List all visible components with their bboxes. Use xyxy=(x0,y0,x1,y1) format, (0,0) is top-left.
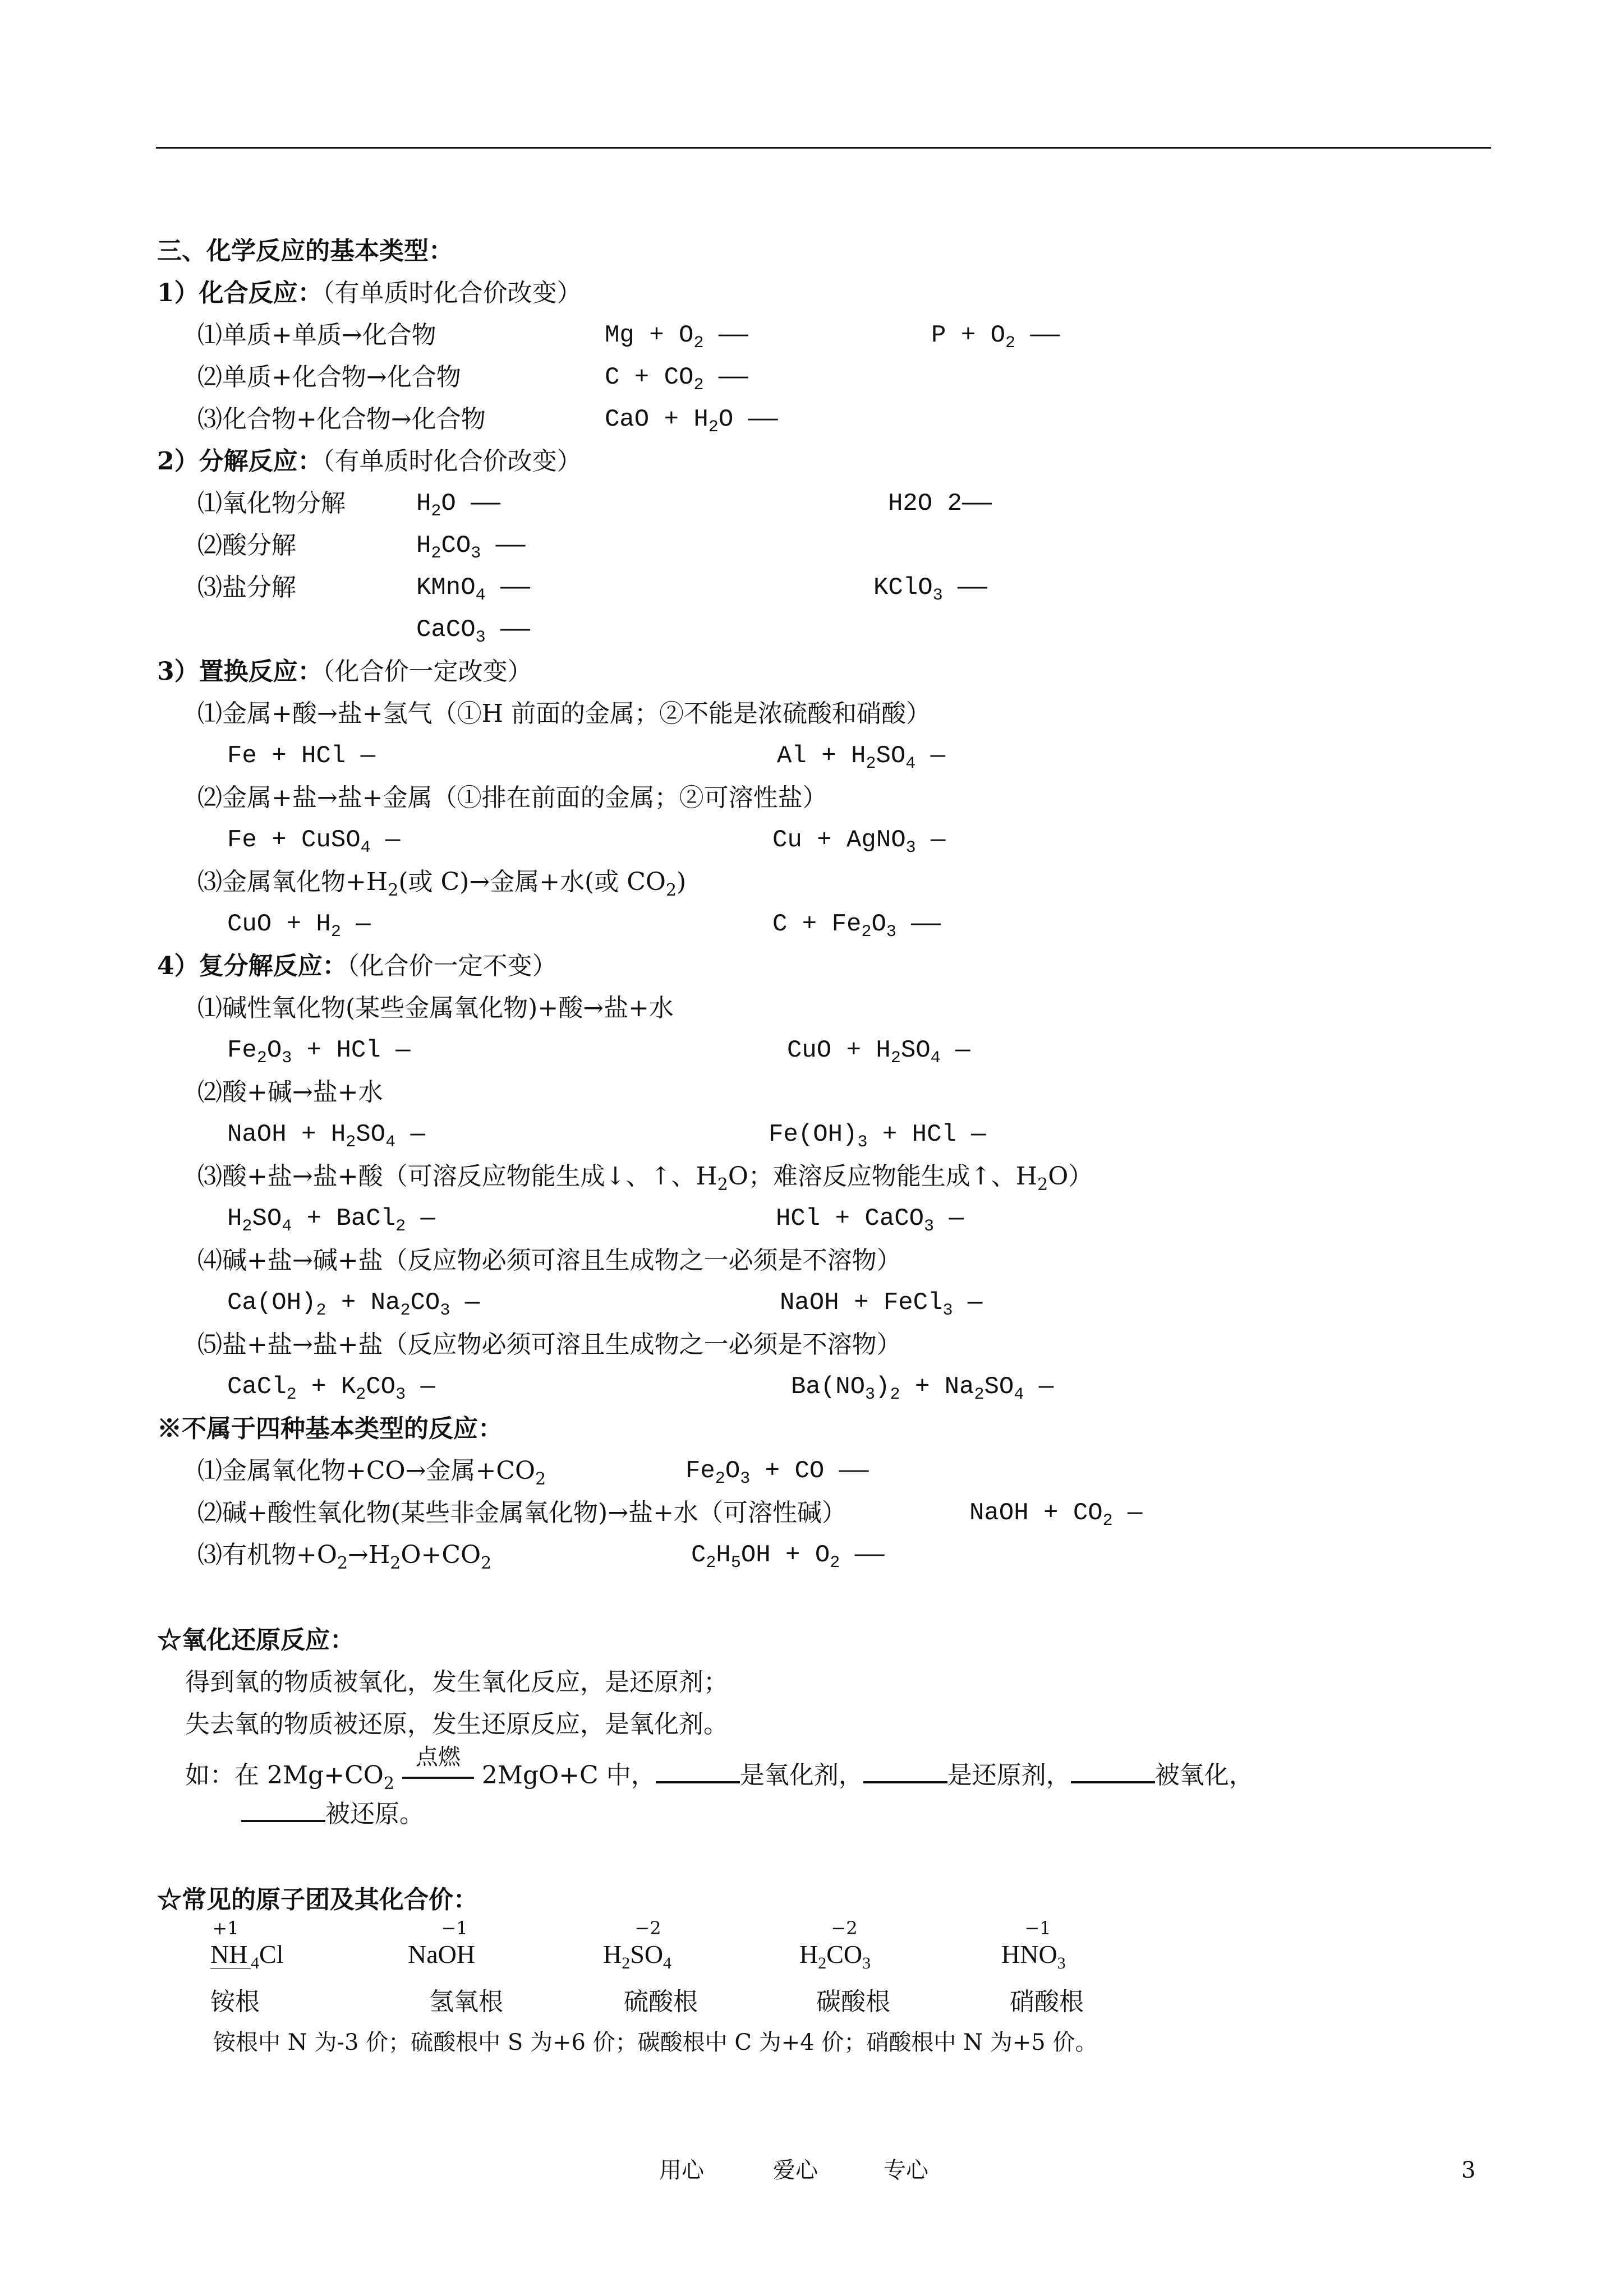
group5-valence: −1 xyxy=(1024,1917,1051,1939)
header-rule xyxy=(156,147,1491,149)
r4-s5-eq1: CaCl$_2$ + $K_2CO_3$ — xyxy=(227,1373,435,1404)
r4-s5-eq2: $Ba(NO_3)_2 + Na_2SO_4$ — xyxy=(791,1373,1054,1404)
group3-valence: −2 xyxy=(634,1917,661,1939)
r3-heading: 3）置换反应：（化合价一定改变） xyxy=(157,657,532,686)
other-o1-eq: $Fe_2O_3$ + CO —— xyxy=(686,1457,869,1488)
r2-row3-eq1: KMnO$_4$ —— xyxy=(416,574,530,605)
r4-heading: 4）复分解反应：（化合价一定不变） xyxy=(157,952,557,980)
groups-title: ☆常见的原子团及其化合价： xyxy=(157,1885,478,1914)
r1-row1-eq1: $Mg + O_2$ —— xyxy=(605,321,748,353)
r2-row1-label: ⑴氧化物分解 xyxy=(197,489,346,518)
page-number: 3 xyxy=(1461,2157,1476,2183)
r4-s3-eq2: HCl + CaCO$_3$ — xyxy=(776,1205,964,1236)
r4-s1-eq2: CuO + $H_2SO_4$ — xyxy=(787,1036,970,1068)
redox-example-cont: 被还原。 xyxy=(241,1797,424,1831)
r3-sub1-eq1: Fe + HCl — xyxy=(227,742,376,770)
group3-formula: $H_2SO_4$ xyxy=(603,1940,672,1973)
r2-row3-label: ⑶盐分解 xyxy=(197,573,296,602)
r4-s1: ⑴碱性氧化物(某些金属氧化物)+酸→盐+水 xyxy=(197,994,674,1022)
r2-row1-eq2: H2O 2—— xyxy=(888,490,992,518)
r2-row4-eq1: CaCO$_3$ —— xyxy=(416,616,530,647)
footer-word-3: 专心 xyxy=(884,2157,928,2183)
r4-s2-eq1: NaOH + $H_2SO_4$ — xyxy=(227,1121,425,1152)
r4-s2-eq2: $Fe(OH)_3$ + HCl — xyxy=(769,1121,986,1152)
group1-formula: NH $_4$Cl xyxy=(210,1940,284,1973)
r3-sub3: ⑶金属氧化物$+H_2$(或 C)→金属+水(或 $CO_2$) xyxy=(197,868,687,900)
r2-row2-eq1: $H_2CO_3$ —— xyxy=(416,532,526,563)
r4-s4: ⑷碱+盐→碱+盐（反应物必须可溶且生成物之一必须是不溶物） xyxy=(197,1246,901,1275)
r2-row3-eq2: KClO$_3$ —— xyxy=(873,574,987,605)
r3-sub1-eq2: $Al + H_2SO_4$ — xyxy=(777,742,946,773)
r3-sub3-eq2: $C + Fe_2O_3$ —— xyxy=(772,910,941,942)
r2-row2-label: ⑵酸分解 xyxy=(197,531,296,560)
group5-name: 硝酸根 xyxy=(1010,1988,1084,2016)
r4-s4-eq1: $Ca(OH)_2 + Na_2CO_3$ — xyxy=(227,1289,480,1320)
group1-name: 铵根 xyxy=(210,1988,260,2016)
group1-valence: +1 xyxy=(212,1917,239,1939)
redox-title: ☆氧化还原反应： xyxy=(157,1626,355,1654)
r4-s2: ⑵酸+碱→盐+水 xyxy=(197,1078,383,1106)
footer-word-1: 用心 xyxy=(659,2157,704,2183)
group4-formula: $H_2CO_3$ xyxy=(799,1940,871,1973)
group4-valence: −2 xyxy=(831,1917,858,1939)
footer-word-2: 爱心 xyxy=(773,2157,818,2183)
group2-name: 氢氧根 xyxy=(429,1988,503,2016)
group2-valence: −1 xyxy=(441,1917,468,1939)
r1-row3-eq1: CaO + $H_2O$ —— xyxy=(605,405,778,437)
group4-name: 碳酸根 xyxy=(816,1988,890,2016)
blank-reductant[interactable] xyxy=(863,1762,947,1783)
r4-s5: ⑸盐+盐→盐+盐（反应物必须可溶且生成物之一必须是不溶物） xyxy=(197,1330,901,1359)
r3-sub2-eq2: Cu + AgNO$_3$ — xyxy=(772,826,946,857)
reaction-condition: 点燃 xyxy=(402,1755,474,1783)
r1-row3-label: ⑶化合物+化合物→化合物 xyxy=(197,405,486,434)
r1-row2-label: ⑵单质+化合物→化合物 xyxy=(197,363,461,391)
r1-row2-eq1: $C + CO_2$ —— xyxy=(605,363,748,395)
redox-example: 如：在 $2Mg+CO_2$ 点燃 2MgO+C 中， 是氧化剂， 是还原剂， 被氧化， xyxy=(185,1744,1254,1794)
r1-heading: 1）化合反应：（有单质时化合价改变） xyxy=(157,279,582,307)
r2-row1-eq1: $H_2O$ —— xyxy=(416,490,501,521)
other-o1: ⑴金属氧化物+CO→金属$+CO_2$ xyxy=(197,1456,546,1489)
group3-name: 硫酸根 xyxy=(624,1988,698,2016)
groups-note: 铵根中 N 为-3 价；硫酸根中 S 为+6 价；碳酸根中 C 为+4 价；硝酸根中 N 为+5 价。 xyxy=(213,2030,1098,2055)
blank-oxidant[interactable] xyxy=(656,1762,740,1783)
other-title: ※不属于四种基本类型的反应： xyxy=(157,1414,503,1443)
redox-line2: 失去氧的物质被还原，发生还原反应，是氧化剂。 xyxy=(185,1710,728,1739)
r1-row1-label: ⑴单质+单质→化合物 xyxy=(197,321,436,349)
other-o3: ⑶有机物$+O_2\to H_2O+CO_2$ xyxy=(197,1541,492,1573)
r2-heading: 2）分解反应：（有单质时化合价改变） xyxy=(157,447,582,476)
r4-s1-eq1: $Fe_2O_3$ + HCl — xyxy=(227,1036,411,1068)
group5-formula: $HNO_3$ xyxy=(1001,1940,1066,1973)
blank-reduced[interactable] xyxy=(241,1801,325,1822)
redox-line1: 得到氧的物质被氧化，发生氧化反应，是还原剂； xyxy=(185,1668,728,1696)
r1-row1-eq2: $P + O_2$ —— xyxy=(931,321,1060,353)
r3-sub2: ⑵金属+盐→盐+金属（①排在前面的金属；②可溶性盐） xyxy=(197,783,827,812)
r3-sub1: ⑴金属+酸→盐+氢气（①H 前面的金属；②不能是浓硫酸和硝酸） xyxy=(197,699,931,728)
group2-formula: NaOH xyxy=(408,1940,476,1968)
r4-s4-eq2: NaOH + FeCl$_3$ — xyxy=(780,1289,983,1320)
section-title: 三、化学反应的基本类型： xyxy=(157,237,453,265)
other-o3-eq: $C_2H_5OH + O_2$ —— xyxy=(691,1541,885,1573)
other-o2: ⑵碱+酸性氧化物(某些非金属氧化物)→盐+水（可溶性碱） xyxy=(197,1499,846,1527)
other-o2-eq: NaOH + $CO_2$ — xyxy=(969,1499,1143,1530)
r4-s3-eq1: $H_2SO_4$ + BaCl$_2$ — xyxy=(227,1205,435,1236)
r4-s3: ⑶酸+盐→盐+酸（可溶反应物能生成↓、↑、$H_2O$；难溶反应物能生成↑、$H_2O$） xyxy=(197,1162,1093,1195)
r3-sub2-eq1: Fe + CuSO$_4$ — xyxy=(227,826,401,857)
r3-sub3-eq1: CuO + $H_2$ — xyxy=(227,910,371,942)
blank-oxidized[interactable] xyxy=(1071,1762,1155,1783)
